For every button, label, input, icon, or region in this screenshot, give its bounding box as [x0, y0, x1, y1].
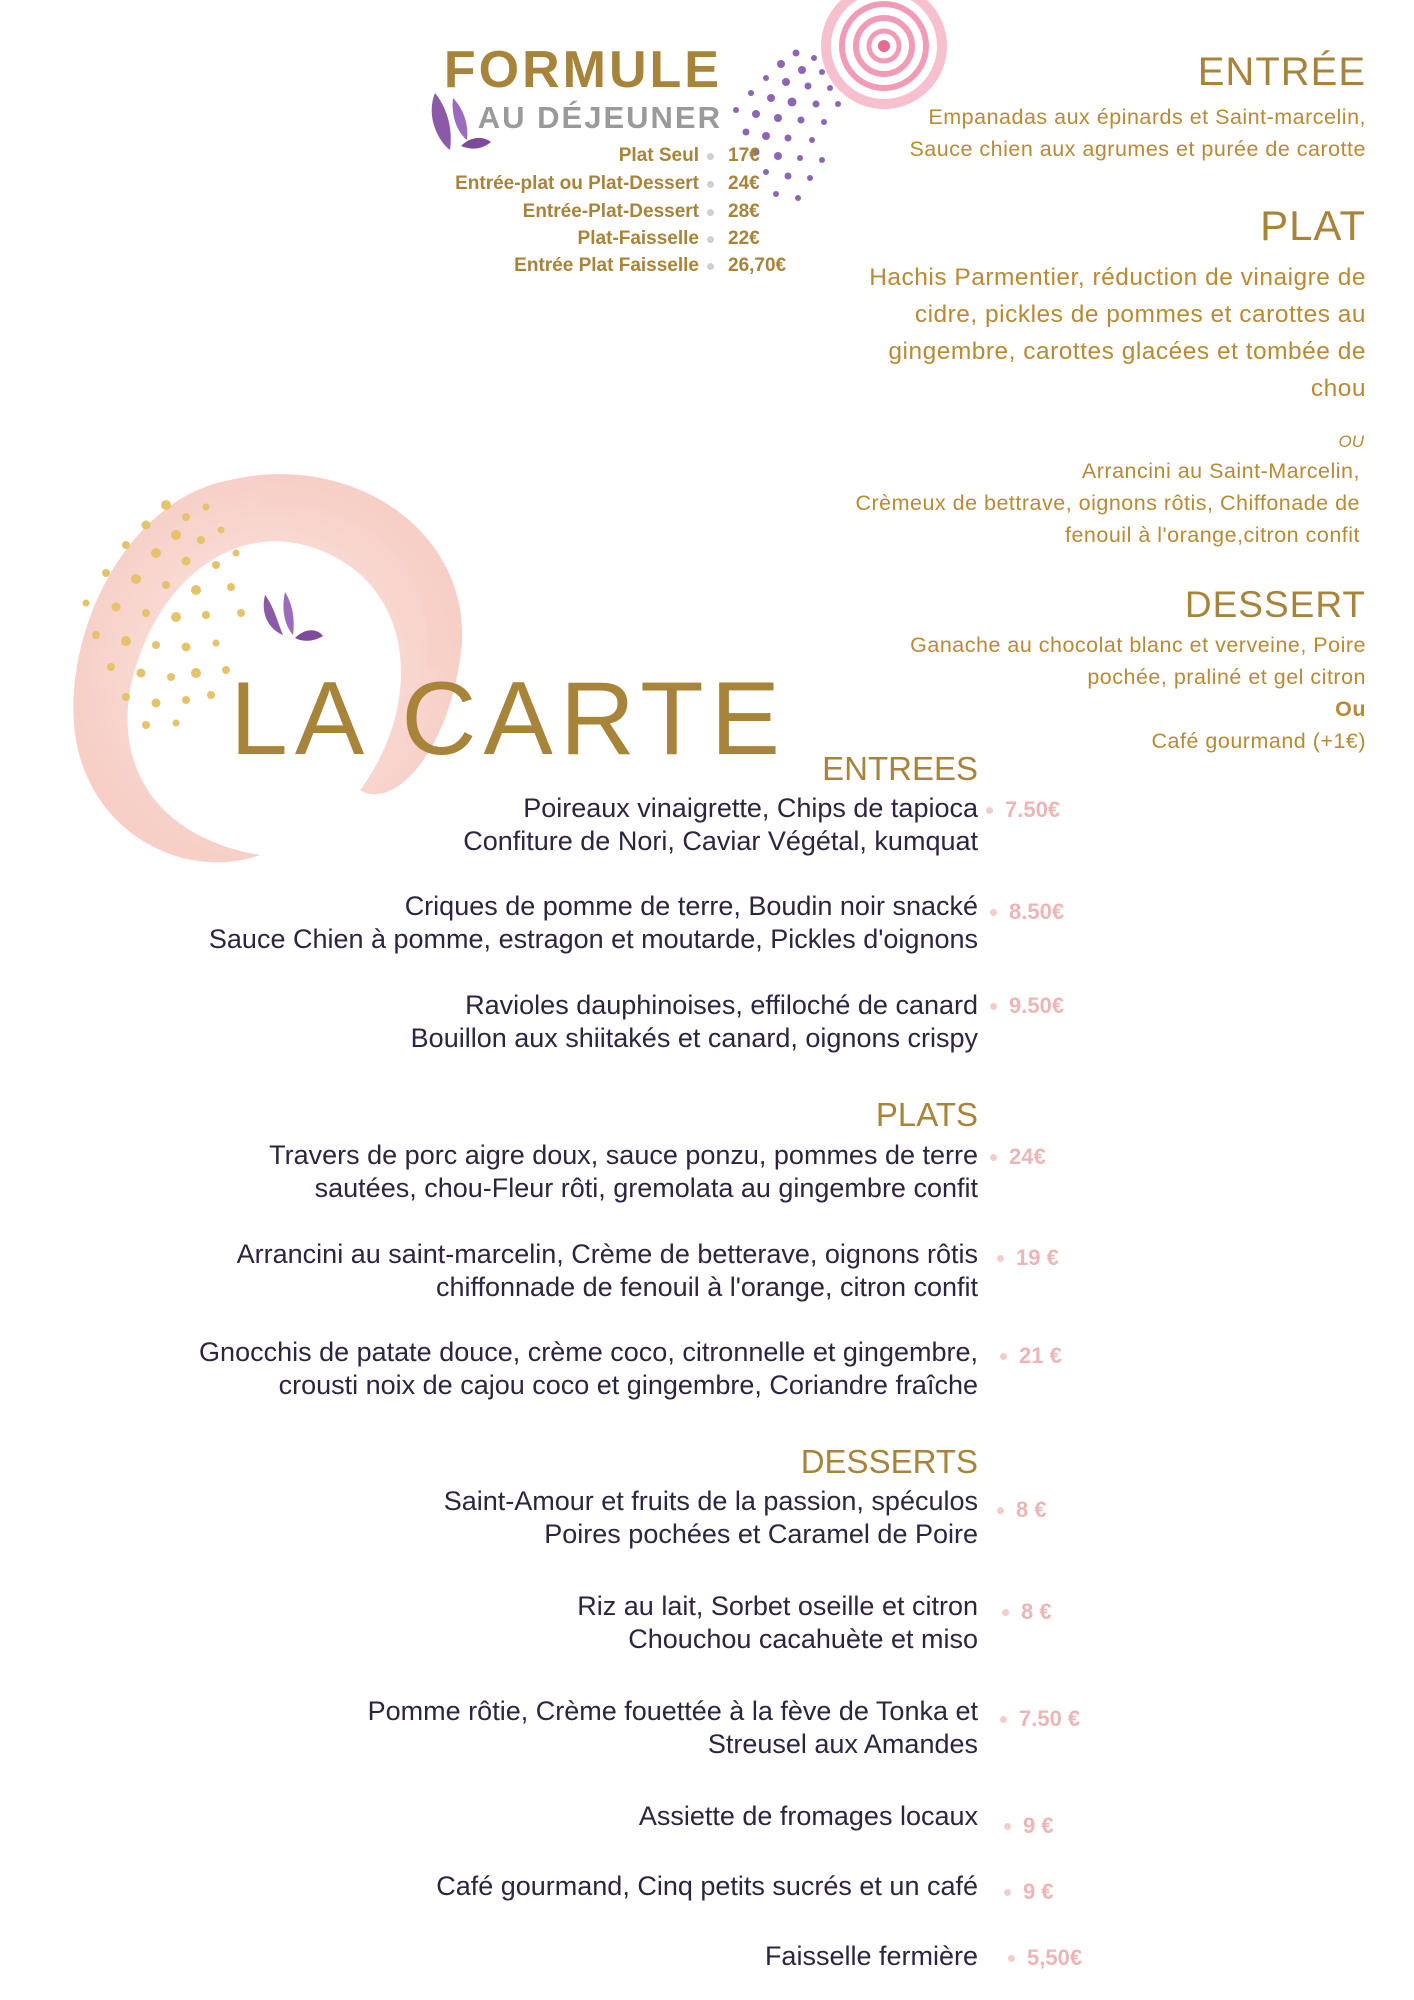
formule-row-price: 26,70€ — [728, 255, 787, 276]
text-line: Ganache au chocolat blanc et verveine, Poire — [910, 633, 1366, 657]
item-line: Gnocchis de patate douce, crème coco, citronnelle et gingembre, — [199, 1337, 978, 1367]
formule-row-label: Plat Seul — [618, 145, 699, 166]
price-value: 8.50€ — [1009, 899, 1065, 924]
price-value: 7.50€ — [1005, 797, 1061, 822]
item-price — [990, 899, 1064, 925]
price-value: 8 € — [1016, 1497, 1047, 1522]
item-line: Streusel aux Amandes — [707, 1729, 978, 1759]
formule-row — [514, 255, 722, 277]
text-line: cidre, pickles de pommes et carottes au — [914, 301, 1366, 328]
item-line: chiffonnade de fenouil à l'orange, citron confit — [435, 1272, 978, 1302]
dot-separator — [986, 807, 993, 814]
formule-row-label: Entrée-Plat-Dessert — [522, 201, 699, 222]
item-price — [990, 993, 1064, 1019]
text-line: pochée, praliné et gel citron — [1087, 665, 1366, 689]
dot-separator — [990, 1003, 997, 1010]
item-line: Poireaux vinaigrette, Chips de tapioca — [523, 793, 978, 823]
menu-item — [436, 1870, 978, 1903]
menu-dessert-description — [910, 629, 1366, 757]
item-line: Pomme rôtie, Crème fouettée à la fève de Tonka et — [367, 1696, 978, 1726]
price-value: 9.50€ — [1009, 993, 1065, 1018]
formule-title: FORMULE — [443, 41, 722, 99]
dot-separator — [707, 236, 714, 243]
menu-plat-description — [869, 259, 1366, 407]
item-price — [997, 1245, 1059, 1271]
item-line: Bouillon aux shiitakés et canard, oignons crispy — [410, 1023, 978, 1053]
menu-item — [269, 1139, 978, 1205]
menu-item — [199, 1336, 978, 1402]
menu-item — [411, 989, 978, 1055]
item-line: sautées, chou-Fleur rôti, gremolata au gingembre confit — [314, 1173, 978, 1203]
price-value: 8 € — [1021, 1599, 1052, 1624]
menu-entree-description — [909, 101, 1366, 165]
item-line: Travers de porc aigre doux, sauce ponzu, pommes de terre — [269, 1140, 978, 1170]
formule-row-price: 17€ — [728, 145, 760, 166]
price-value: 9 € — [1023, 1879, 1054, 1904]
dot-separator — [990, 909, 997, 916]
item-price — [990, 1144, 1046, 1170]
dot-separator — [997, 1507, 1004, 1514]
text-line: Sauce chien aux agrumes et purée de carotte — [909, 137, 1366, 161]
item-line: Criques de pomme de terre, Boudin noir snacké — [404, 891, 978, 921]
text-line: Arrancini au Saint-Marcelin, — [1081, 459, 1360, 483]
dot-separator — [707, 263, 714, 270]
menu-item — [368, 1695, 978, 1761]
text-line: Hachis Parmentier, réduction de vinaigre de — [869, 264, 1366, 291]
item-price — [1002, 1599, 1052, 1625]
item-price — [1000, 1706, 1080, 1732]
dot-separator — [997, 1255, 1004, 1262]
formule-row — [619, 145, 722, 167]
menu-item — [577, 1590, 978, 1656]
formule-row-price: 28€ — [728, 201, 760, 222]
purple-leaf-decoration — [255, 590, 325, 650]
formule-row — [578, 228, 722, 250]
formule-row-label: Entrée-plat ou Plat-Dessert — [455, 173, 699, 194]
item-price — [1004, 1879, 1054, 1905]
dot-separator — [990, 1154, 997, 1161]
dot-separator — [707, 153, 714, 160]
price-value: 5,50€ — [1027, 1945, 1083, 1970]
text-line: Café gourmand (+1€) — [1151, 729, 1366, 753]
price-value: 9 € — [1023, 1813, 1054, 1838]
price-value: 24€ — [1009, 1144, 1046, 1169]
formule-row — [455, 173, 722, 195]
menu-ou-label: OU — [1338, 432, 1364, 451]
item-line: Assiette de fromages locaux — [638, 1801, 978, 1831]
carte-title: LA CARTE — [230, 661, 787, 777]
price-value: 21 € — [1019, 1343, 1062, 1368]
item-line: crousti noix de cajou coco et gingembre, Coriandre fraîche — [278, 1370, 978, 1400]
menu-item — [237, 1238, 978, 1304]
dot-separator — [1004, 1889, 1011, 1896]
formule-row-price: 22€ — [728, 228, 760, 249]
item-line: Ravioles dauphinoises, effiloché de canard — [465, 990, 978, 1020]
dot-separator — [1008, 1955, 1015, 1962]
dot-separator — [707, 209, 714, 216]
item-line: Arrancini au saint-marcelin, Crème de betterave, oignons rôtis — [236, 1239, 978, 1269]
menu-item — [765, 1940, 978, 1973]
carte-plats-title: PLATS — [875, 1096, 978, 1133]
dessert-ou-label: Ou — [1335, 697, 1366, 721]
menu-item — [639, 1800, 978, 1833]
text-line: chou — [1310, 375, 1366, 402]
item-price — [1008, 1945, 1082, 1971]
dot-separator — [1004, 1823, 1011, 1830]
carte-desserts-title: DESSERTS — [800, 1443, 978, 1480]
dot-separator — [1000, 1716, 1007, 1723]
formule-row-label: Entrée Plat Faisselle — [514, 255, 699, 276]
item-line: Riz au lait, Sorbet oseille et citron — [577, 1591, 978, 1621]
menu-plat-title: PLAT — [1260, 202, 1366, 249]
carte-entrees-title: ENTREES — [822, 750, 978, 787]
menu-item — [463, 792, 978, 858]
price-value: 7.50 € — [1019, 1706, 1081, 1731]
menu-plat-alternative — [855, 455, 1360, 551]
dot-separator — [1000, 1353, 1007, 1360]
formule-subtitle: AU DÉJEUNER — [477, 100, 722, 135]
price-value: 19 € — [1016, 1245, 1059, 1270]
item-line: Faisselle fermière — [764, 1941, 978, 1971]
item-line: Saint-Amour et fruits de la passion, spéculos — [443, 1486, 978, 1516]
item-price — [997, 1497, 1047, 1523]
menu-entree-title: ENTRÉE — [1197, 50, 1366, 94]
menu-item — [209, 890, 978, 956]
menu-dessert-title: DESSERT — [1184, 584, 1366, 625]
item-line: Café gourmand, Cinq petits sucrés et un café — [436, 1871, 978, 1901]
item-price — [986, 797, 1060, 823]
item-price — [1000, 1343, 1062, 1369]
item-line: Confiture de Nori, Caviar Végétal, kumquat — [463, 826, 978, 856]
item-price — [1004, 1813, 1054, 1839]
text-line: Empanadas aux épinards et Saint-marcelin, — [928, 105, 1366, 129]
item-line: Poires pochées et Caramel de Poire — [544, 1519, 978, 1549]
dot-separator — [1002, 1609, 1009, 1616]
dot-separator — [707, 181, 714, 188]
text-line: fenouil à l'orange,citron confit — [1065, 523, 1360, 547]
menu-item — [444, 1485, 978, 1551]
formule-row-label: Plat-Faisselle — [577, 228, 699, 249]
text-line: gingembre, carottes glacées et tombée de — [888, 338, 1366, 365]
formule-row — [523, 201, 722, 223]
item-line: Chouchou cacahuète et miso — [628, 1624, 978, 1654]
item-line: Sauce Chien à pomme, estragon et moutarde, Pickles d'oignons — [208, 924, 978, 954]
formule-row-price: 24€ — [728, 173, 760, 194]
text-line: Crèmeux de bettrave, oignons rôtis, Chiffonade de — [855, 491, 1360, 515]
